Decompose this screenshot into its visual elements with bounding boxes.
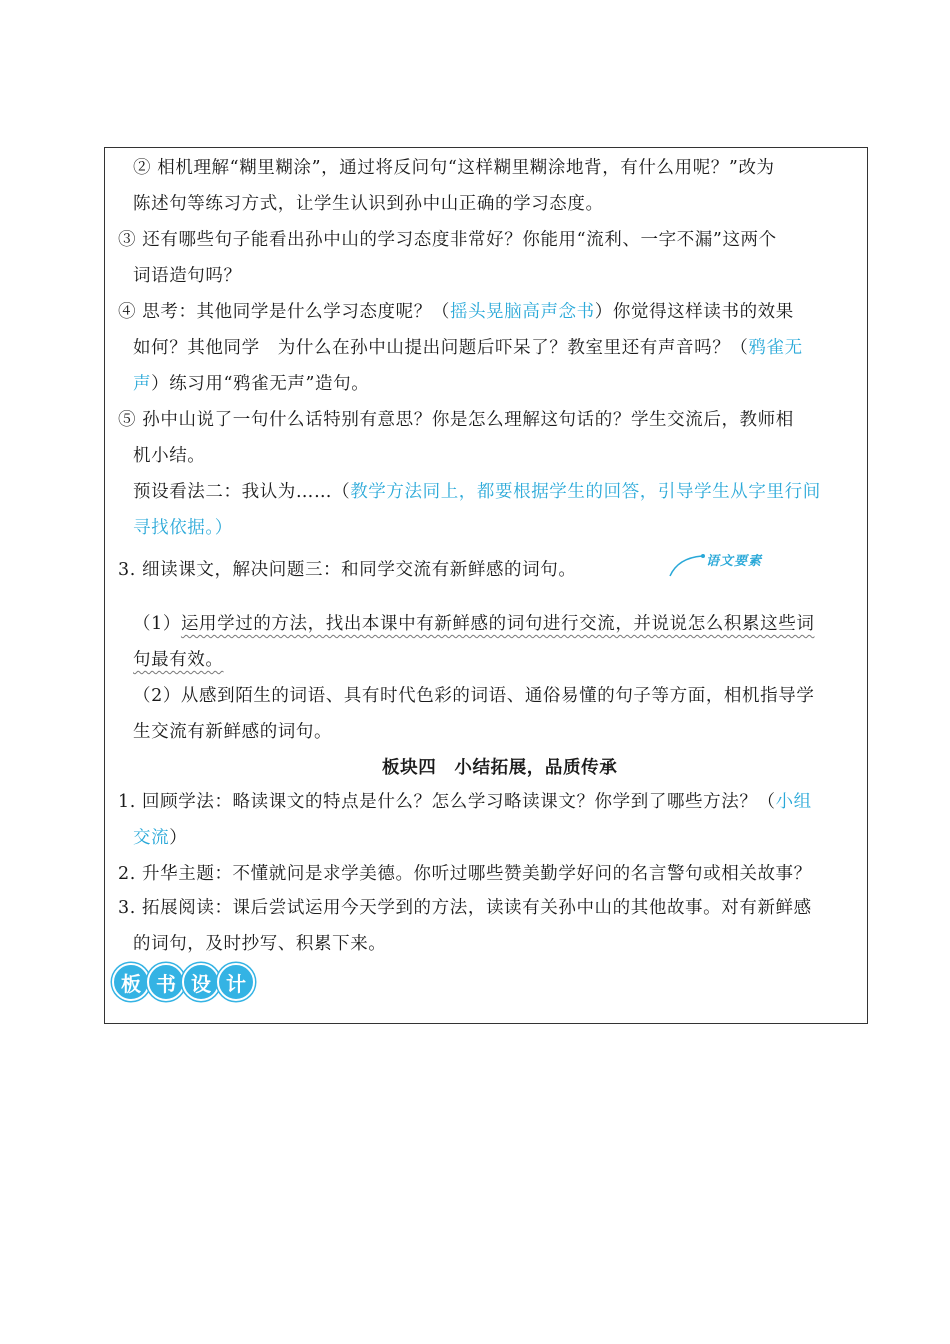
text-segment: ） bbox=[169, 828, 188, 848]
highlight-text: 小组 bbox=[775, 792, 812, 812]
text-segment: 陈述句等练习方式，让学生认识到孙中山正确的学习态度。 bbox=[133, 194, 604, 214]
text-line bbox=[133, 479, 821, 505]
banner-char-1: 板 bbox=[112, 963, 150, 1001]
text-line bbox=[133, 515, 233, 541]
highlight-text: 寻找依据。） bbox=[133, 518, 233, 538]
text-line bbox=[133, 155, 775, 181]
text-line bbox=[133, 335, 803, 361]
text-line bbox=[133, 611, 814, 637]
text-segment: ）练习用“鸦雀无声”造句。 bbox=[151, 374, 370, 394]
text-line bbox=[118, 861, 812, 887]
text-segment: 机小结。 bbox=[133, 446, 206, 466]
wavy-underline-text: 运用学过的方法，找出本课中有新鲜感的词句进行交流，并说说怎么积累这些词 bbox=[180, 614, 815, 634]
text-segment: （1） bbox=[133, 614, 181, 634]
text-segment: 词语造句吗？ bbox=[133, 266, 242, 286]
text-line bbox=[133, 931, 386, 957]
highlight-text: 声 bbox=[133, 374, 152, 394]
text-line bbox=[133, 647, 224, 673]
text-line bbox=[133, 719, 332, 745]
text-segment: ② 相机理解“糊里糊涂”，通过将反问句“这样糊里糊涂地背，有什么用呢？”改为 bbox=[133, 158, 775, 178]
text-line bbox=[118, 895, 812, 921]
text-segment: 生交流有新鲜感的词句。 bbox=[133, 722, 333, 742]
highlight-text: 教学方法同上，都要根据学生的回答，引导学生从字里行间 bbox=[350, 482, 821, 502]
board-design-banner bbox=[112, 963, 252, 1003]
highlight-text: 交流 bbox=[133, 828, 170, 848]
text-segment: 3. 细读课文，解决问题三：和同学交流有新鲜感的词句。 bbox=[118, 560, 577, 580]
text-segment: 3. 拓展阅读：课后尝试运用今天学到的方法，读读有关孙中山的其他故事。对有新鲜感 bbox=[118, 898, 812, 918]
section-heading bbox=[382, 755, 617, 781]
text-line bbox=[133, 191, 604, 217]
text-line bbox=[118, 557, 576, 583]
text-segment: 1. 回顾学法：略读课文的特点是什么？怎么学习略读课文？你学到了哪些方法？（ bbox=[118, 792, 776, 812]
text-segment: 如何？其他同学 为什么在孙中山提出问题后吓呆了？教室里还有声音吗？（ bbox=[133, 338, 749, 358]
text-segment: ）你觉得这样读书的效果 bbox=[594, 302, 794, 322]
banner-char-3: 设 bbox=[182, 963, 220, 1001]
wavy-underline-text: 句最有效。 bbox=[133, 650, 224, 670]
highlight-text: 摇头晃脑高声念书 bbox=[449, 302, 595, 322]
text-line bbox=[133, 825, 187, 851]
text-line bbox=[118, 407, 794, 433]
text-segment: 2. 升华主题：不懂就问是求学美德。你听过哪些赞美勤学好问的名言警句或相关故事？ bbox=[118, 864, 812, 884]
text-line bbox=[118, 227, 777, 253]
text-segment: ③ 还有哪些句子能看出孙中山的学习态度非常好？你能用“流利、一字不漏”这两个 bbox=[118, 230, 777, 250]
banner-char-2: 书 bbox=[147, 963, 185, 1001]
banner-char-4: 计 bbox=[217, 963, 255, 1001]
side-tag-label: 语文要素 bbox=[706, 554, 763, 569]
heading-text: 板块四 小结拓展，品质传承 bbox=[382, 758, 618, 778]
text-line bbox=[133, 263, 242, 289]
side-tag-callout bbox=[668, 548, 778, 578]
text-line bbox=[133, 683, 814, 709]
text-segment: （2）从感到陌生的词语、具有时代色彩的词语、通俗易懂的句子等方面，相机指导学 bbox=[133, 686, 815, 706]
text-segment: 的词句，及时抄写、积累下来。 bbox=[133, 934, 387, 954]
text-line bbox=[133, 371, 369, 397]
callout-curve-icon bbox=[668, 548, 708, 578]
text-segment: 预设看法二：我认为……（ bbox=[133, 482, 351, 502]
text-line bbox=[118, 789, 812, 815]
highlight-text: 鸦雀无 bbox=[748, 338, 803, 358]
text-line bbox=[118, 299, 794, 325]
text-segment: ⑤ 孙中山说了一句什么话特别有意思？你是怎么理解这句话的？学生交流后，教师相 bbox=[118, 410, 794, 430]
text-segment: ④ 思考：其他同学是什么学习态度呢？（ bbox=[118, 302, 450, 322]
text-line bbox=[133, 443, 205, 469]
